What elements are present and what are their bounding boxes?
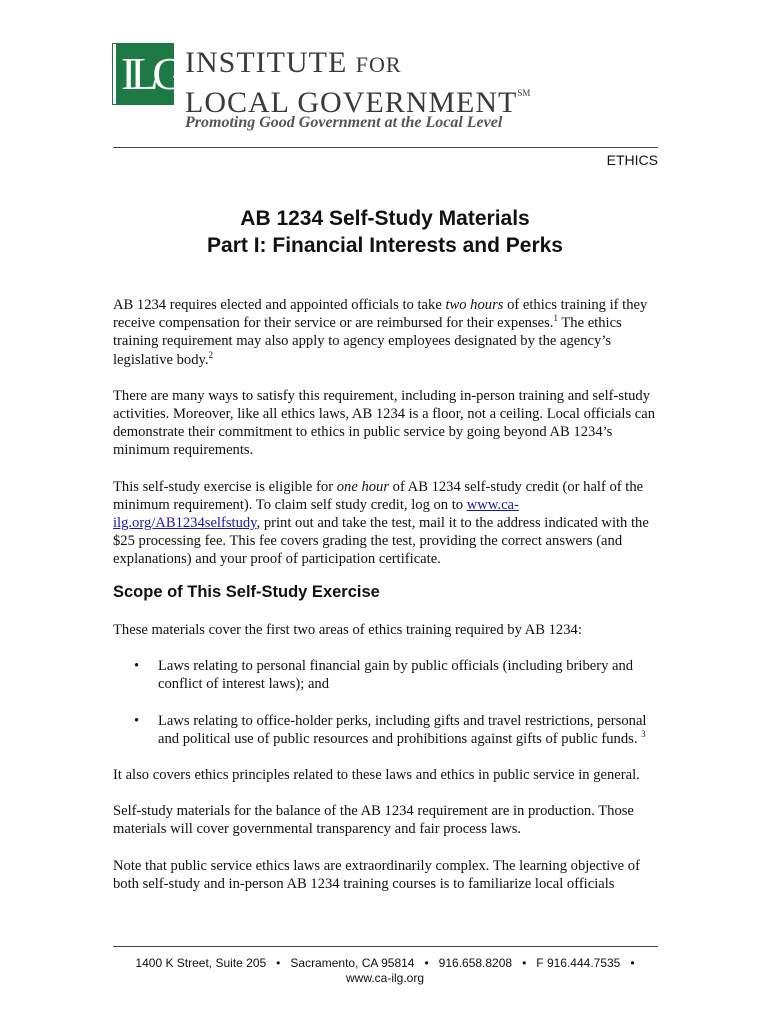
bullet-icon: • [134,658,140,675]
logo-word-institute: INSTITUTE [185,46,348,79]
section-label: ETHICS [606,152,658,168]
bullet-icon: • [134,712,140,729]
bullet-text: Laws relating to office-holder perks, including gifts and travel restrictions, personal and political use of public resources and prohibitions against gifts of public funds. [158,712,647,747]
ilg-logo [113,44,673,139]
footnote-ref-2: 2 [208,349,214,360]
scope-heading: Scope of This Self-Study Exercise [113,583,380,601]
footer-address: 1400 K Street, Suite 205 • Sacramento, CA 95814 • 916.658.8208 • F 916.444.7535 • [135,956,635,970]
scope-lead: These materials cover the first two areas of ethics training required by AB 1234: [113,622,582,638]
document-title [0,205,770,259]
logo-monogram-box [113,44,180,104]
logo-name-line1 [185,48,402,80]
p3-text-c: , print out and take the test, mail it to the address indicated with the $25 processing fee. This fee covers grading the test, providing the correct answers (and explanations) and your proof of participation certificate. [113,515,649,568]
scope-bullet-list [113,657,663,748]
bullet-text: Laws relating to personal financial gain by public officials (including bribery and conflict of interest laws); and [158,658,634,693]
footer-website: www.ca-ilg.org [345,971,425,985]
footnote-ref-3: 3 [641,728,646,739]
header-divider [113,147,658,148]
list-item [113,657,663,693]
logo-word-local-government: LOCAL GOVERNMENT [185,86,518,119]
intro-section [113,296,663,587]
p1-text-a: AB 1234 requires elected and appointed officials to take [113,297,446,313]
p3-text-a: This self-study exercise is eligible for [113,478,337,495]
scope-paragraph-also: It also covers ethics principles related to these laws and ethics in public service in general. [113,767,640,784]
intro-paragraph-3 [113,478,663,569]
p1-text-c: The ethics training requirement may also apply to agency employees designated by the agency’s legislative body. [113,315,622,368]
scope-paragraph-balance: Self-study materials for the balance of the AB 1234 requirement are in production. Those materials will cover governmental transparency and fair process laws. [113,803,634,838]
scope-section [113,621,663,911]
footer-divider [113,946,658,947]
title-line-2: Part I: Financial Interests and Perks [207,234,563,257]
p3-emphasis: one hour [336,478,390,495]
selfstudy-link[interactable]: www.ca-ilg.org/AB1234selfstudy [113,496,519,532]
intro-paragraph-1 [113,296,663,369]
logo-tagline: Promoting Good Government at the Local Level [185,114,503,131]
footnote-ref-1: 1 [553,313,558,324]
list-item [113,712,663,748]
page-footer [0,956,770,986]
scope-paragraph-note: Note that public service ethics laws are extraordinarily complex. The learning objective of both self-study and in-person AB 1234 training courses is to familiarize local officials [113,857,640,892]
title-line-1: AB 1234 Self-Study Materials [240,207,530,230]
p1-emphasis: two hours [445,297,504,313]
logo-word-for: FOR [355,52,402,77]
p1-text-b: of ethics training if they receive compensation for their service or are reimbursed for their expenses. [113,297,648,332]
logo-service-mark: SM [517,88,531,98]
logo-monogram: ILG [121,48,180,99]
p3-text-b: of AB 1234 self-study credit (or half of the minimum requirement). To claim self study credit, log on to [113,478,644,513]
logo-name-line2 [185,78,530,118]
intro-paragraph-2: There are many ways to satisfy this requirement, including in-person training and self-study activities. Moreover, like all ethics laws, AB 1234 is a floor, not a ceiling. Local officials can demonstrate their commitment to ethics in public service by going beyond AB 1234’s minimum requirements. [113,387,656,459]
